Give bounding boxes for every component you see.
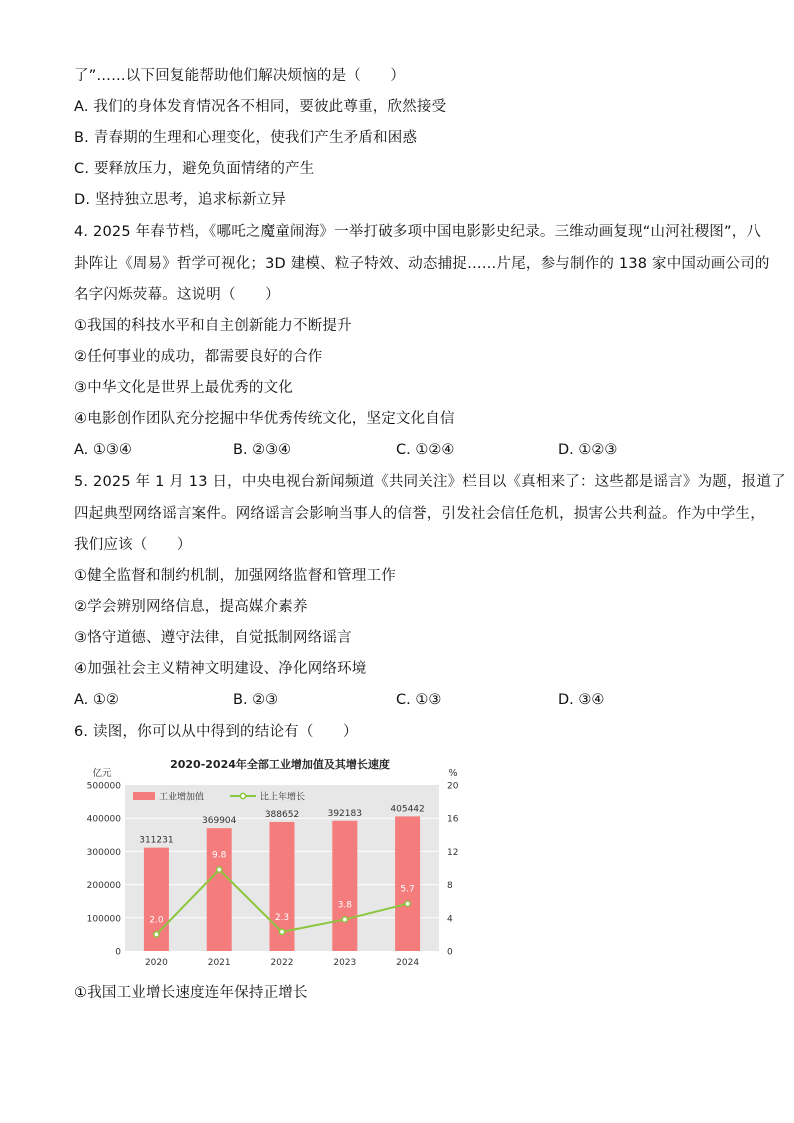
growth-value-label: 2.3 [274, 912, 290, 923]
x-tick-label: 2020 [144, 958, 168, 968]
right-tick-label: 8 [447, 881, 453, 892]
q3-option-a: A. 我们的身体发育情况各不相同，要彼此尊重，欣然接受 [74, 99, 447, 115]
x-tick-label: 2023 [333, 958, 357, 968]
q5-stem-line-3: 我们应该（ ） [74, 537, 192, 553]
q6-item-1: ①我国工业增长速度连年保持正增长 [74, 985, 308, 1001]
q4-stem-line-1: 4. 2025 年春节档，《哪吒之魔童闹海》一举打破多项中国电影影史纪录。三维动画复现“山河社稷图”，八 [74, 224, 762, 240]
legend-label-bar: 工业增加值 [159, 792, 205, 803]
q3-option-d: D. 坚持独立思考，追求标新立异 [74, 192, 287, 208]
bar-value-label: 388652 [264, 809, 300, 820]
q4-choice-d: D. ①②③ [558, 442, 618, 458]
bar [207, 828, 232, 951]
chart-left-unit: 亿元 [92, 768, 112, 779]
bar-value-label: 311231 [139, 835, 174, 846]
q6-stem: 6. 读图，你可以从中得到的结论有（ ） [74, 724, 358, 740]
left-tick-label: 500000 [86, 781, 121, 792]
q5-choice-d: D. ③④ [558, 692, 605, 708]
q5-item-4: ④加强社会主义精神文明建设、净化网络环境 [74, 661, 367, 677]
x-tick-label: 2024 [396, 958, 420, 968]
growth-value-label: 3.8 [337, 900, 352, 911]
growth-point [154, 932, 159, 937]
q5-item-3: ③恪守道德、遵守法律，自觉抵制网络谣言 [74, 630, 352, 646]
growth-value-label: 9.8 [212, 850, 227, 861]
right-tick-label: 16 [447, 814, 459, 825]
left-tick-label: 200000 [86, 881, 121, 892]
chart-right-unit: % [448, 768, 458, 779]
growth-point [342, 917, 347, 922]
bar [332, 821, 357, 951]
growth-value-label: 2.0 [149, 915, 164, 926]
q3-option-c: C. 要释放压力，避免负面情绪的产生 [74, 161, 315, 177]
industry-chart [80, 752, 490, 972]
legend-label-line: 比上年增长 [260, 792, 306, 803]
q4-item-2: ②任何事业的成功，都需要良好的合作 [74, 349, 323, 365]
q4-stem-line-3: 名字闪烁荧幕。这说明（ ） [74, 287, 280, 303]
bar-value-label: 392183 [327, 808, 362, 819]
q4-item-4: ④电影创作团队充分挖掘中华优秀传统文化，坚定文化自信 [74, 411, 455, 427]
bar [395, 816, 420, 951]
q5-choice-c: C. ①③ [396, 692, 442, 708]
q5-stem-line-1: 5. 2025 年 1 月 13 日，中央电视台新闻频道《共同关注》栏目以《真相来了：这些都是谣言》为题，报道了 [74, 474, 786, 490]
q4-choice-b: B. ②③④ [233, 442, 292, 458]
growth-value-label: 5.7 [400, 884, 415, 895]
growth-point [405, 901, 410, 906]
q3-option-b: B. 青春期的生理和心理变化，使我们产生矛盾和困惑 [74, 130, 418, 146]
left-tick-label: 400000 [86, 814, 121, 825]
chart-title: 2020-2024年全部工业增加值及其增长速度 [170, 758, 390, 771]
bar-value-label: 405442 [390, 804, 425, 815]
right-tick-label: 20 [447, 781, 459, 792]
x-tick-label: 2021 [207, 958, 231, 968]
legend-swatch-bar [133, 792, 155, 800]
q5-stem-line-2: 四起典型网络谣言案件。网络谣言会影响当事人的信誉，引发社会信任危机，损害公共利益。作为中学生， [74, 506, 765, 522]
right-tick-label: 0 [447, 947, 453, 958]
q5-choice-a: A. ①② [74, 692, 119, 708]
bar-value-label: 369904 [202, 816, 237, 827]
q4-item-1: ①我国的科技水平和自主创新能力不断提升 [74, 318, 352, 334]
left-tick-label: 100000 [86, 914, 121, 925]
q5-choice-b: B. ②③ [233, 692, 279, 708]
right-tick-label: 4 [447, 914, 453, 925]
left-tick-label: 300000 [86, 847, 121, 858]
q4-choice-c: C. ①②④ [396, 442, 455, 458]
q5-item-2: ②学会辨别网络信息，提高媒介素养 [74, 599, 308, 615]
legend-swatch-marker [240, 793, 245, 798]
growth-point [217, 867, 222, 872]
x-tick-label: 2022 [270, 958, 294, 968]
q3-stem: 了”……以下回复能帮助他们解决烦恼的是（ ） [74, 68, 406, 84]
left-tick-label: 0 [115, 947, 121, 958]
q4-choice-a: A. ①③④ [74, 442, 132, 458]
right-tick-label: 12 [447, 847, 459, 858]
growth-point [279, 929, 284, 934]
q4-item-3: ③中华文化是世界上最优秀的文化 [74, 380, 293, 396]
q4-stem-line-2: 卦阵让《周易》哲学可视化；3D 建模、粒子特效、动态捕捉……片尾，参与制作的 138 家中国动画公司的 [74, 256, 770, 272]
q5-item-1: ①健全监督和制约机制，加强网络监督和管理工作 [74, 568, 396, 584]
